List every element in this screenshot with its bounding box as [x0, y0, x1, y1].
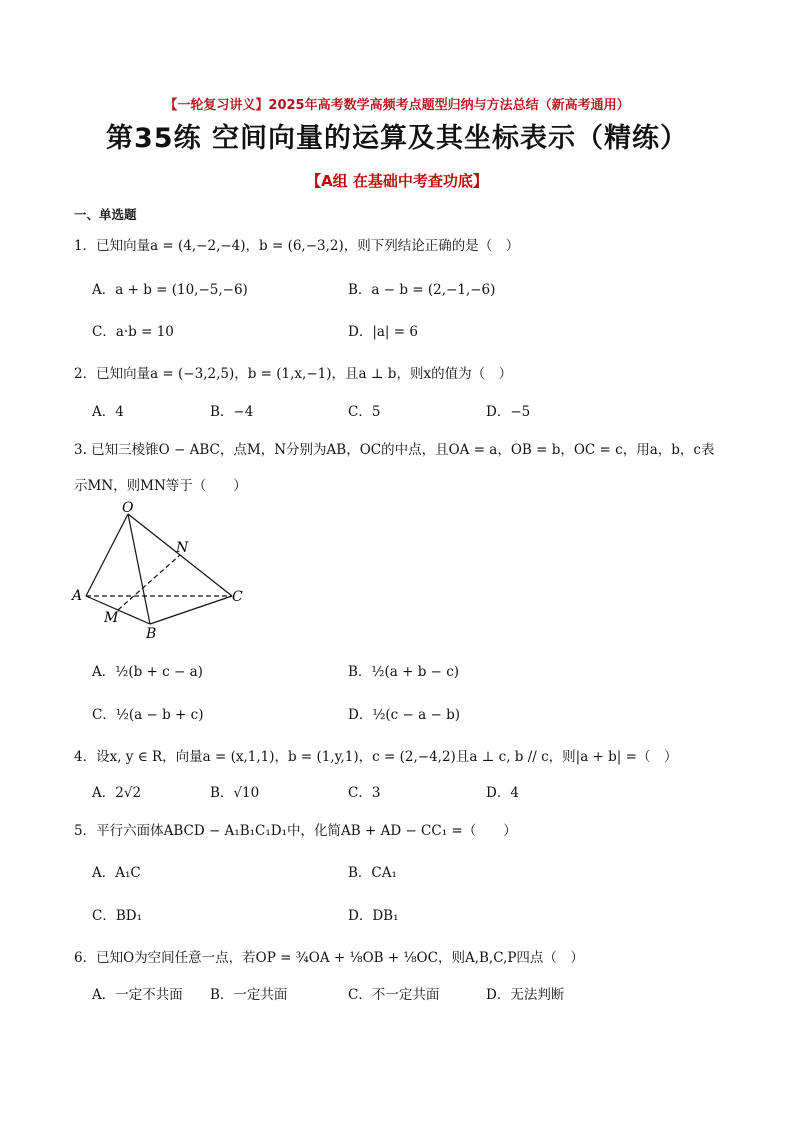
label-m: M	[104, 610, 119, 626]
label-c: C	[232, 589, 243, 605]
question-4-option-c: C．3	[348, 785, 381, 801]
question-1-option-a: A．a + b = (10,−5,−6)	[92, 282, 248, 298]
question-4-option-a: A．2√2	[92, 785, 142, 801]
label-b: B	[146, 626, 157, 642]
label-o: O	[122, 500, 134, 516]
question-5-option-c: C．BD₁	[92, 908, 142, 924]
question-2-option-c: C．5	[348, 404, 381, 420]
document-header: 【一轮复习讲义】2025年高考数学高频考点题型归纳与方法总结（新高考通用）	[164, 98, 630, 113]
tetrahedron-figure	[70, 500, 260, 642]
group-heading: 【A组 在基础中考查功底】	[306, 172, 488, 190]
question-5-stem: 5．平行六面体ABCD − A₁B₁C₁D₁中，化简AB + AD − CC₁ =（ ）	[74, 823, 517, 839]
question-3-option-b: B．½(a + b − c)	[348, 664, 460, 680]
question-3-option-c: C．½(a − b + c)	[92, 707, 204, 723]
question-1-option-c: C．a·b = 10	[92, 324, 174, 340]
label-a: A	[72, 588, 83, 604]
question-6-option-b: B．一定共面	[210, 987, 288, 1003]
question-2-stem: 2．已知向量a = (−3,2,5)，b = (1,x,−1)，且a ⊥ b，则x的值为（ ）	[74, 366, 513, 382]
question-4-stem: 4．设x, y ∈ R，向量a = (x,1,1)，b = (1,y,1)，c = (2,−4,2)且a ⊥ c, b // c，则|a + b| =（ ）	[74, 749, 678, 765]
question-2-option-b: B．−4	[210, 404, 254, 420]
question-4-option-d: D．4	[486, 785, 519, 801]
question-4-option-b: B．√10	[210, 785, 260, 801]
question-3-option-a: A．½(b + c − a)	[92, 664, 203, 680]
question-5-option-a: A．A₁C	[92, 865, 141, 881]
question-2-option-d: D．−5	[486, 404, 531, 420]
edge-ob	[128, 514, 150, 624]
section-heading: 一、单选题	[74, 207, 137, 222]
question-6-option-a: A．一定不共面	[92, 987, 183, 1003]
question-3-stem-line-1: 3. 已知三棱锥O − ABC，点M，N分别为AB，OC的中点，且OA = a，OB = b，OC = c，用a，b，c表	[74, 442, 715, 458]
question-6-option-d: D．无法判断	[486, 987, 565, 1003]
question-3-stem-line-2: 示MN，则MN等于（ ）	[74, 478, 247, 494]
question-5-option-b: B．CA₁	[348, 865, 397, 881]
question-3-option-d: D．½(c − a − b)	[348, 707, 460, 723]
question-1-option-d: D．|a| = 6	[348, 324, 418, 340]
segment-mn	[118, 555, 180, 610]
question-2-option-a: A．4	[92, 404, 124, 420]
question-1-stem: 1．已知向量a = (4,−2,−4)，b = (6,−3,2)，则下列结论正确的是（ ）	[74, 238, 520, 254]
edge-oa	[86, 514, 128, 596]
question-6-stem: 6．已知O为空间任意一点，若OP = ¾OA + ⅛OB + ⅛OC，则A,B,C,P四点（ ）	[74, 950, 584, 966]
question-5-option-d: D．DB₁	[348, 908, 399, 924]
label-n: N	[176, 540, 189, 556]
question-6-option-c: C．不一定共面	[348, 987, 440, 1003]
edge-bc	[150, 596, 232, 624]
page-title: 第35练 空间向量的运算及其坐标表示（精练）	[106, 123, 688, 154]
question-1-option-b: B．a − b = (2,−1,−6)	[348, 282, 496, 298]
